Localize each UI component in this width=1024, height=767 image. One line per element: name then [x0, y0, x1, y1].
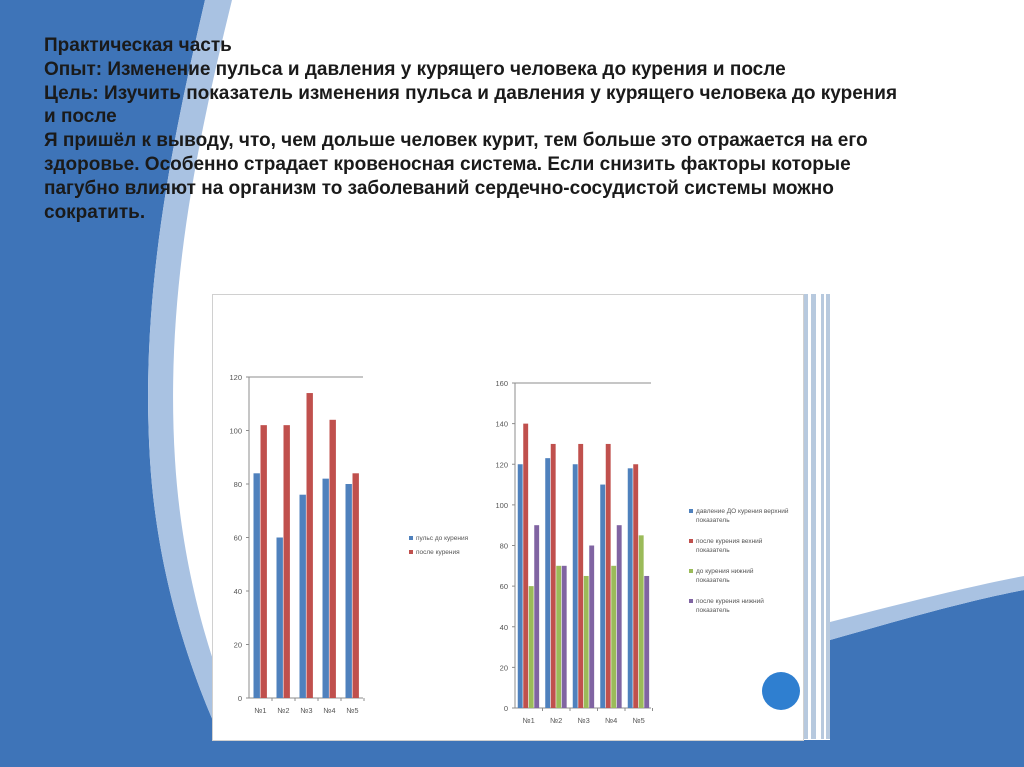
- bar: [330, 420, 336, 698]
- bar: [606, 444, 611, 708]
- bar: [633, 464, 638, 708]
- goal-text: Цель: Изучить показатель изменения пульса и давления у курящего человека до курения и после: [44, 82, 898, 128]
- bar: [556, 566, 561, 708]
- legend-label: пульс до курения: [416, 535, 469, 542]
- y-tick-label: 100: [495, 500, 508, 510]
- figure-side-strip: [804, 294, 830, 739]
- conclusion-text: Я пришёл к выводу, что, чем дольше человек курит, тем больше это отражается на его здоровье. Особенно страдает кровеносная система. Если снизить факторы которые пагубно влияют на организм то заболеваний сердечно-сосудистой системы можно сократить.: [44, 130, 868, 223]
- bar: [323, 479, 329, 698]
- bar: [534, 525, 539, 708]
- bar: [523, 424, 528, 708]
- legend-label: после курения: [416, 549, 460, 556]
- bar: [518, 464, 523, 708]
- bar: [551, 444, 556, 708]
- bar: [600, 485, 605, 708]
- bar: [261, 425, 267, 698]
- bar: [545, 458, 550, 708]
- bar: [644, 576, 649, 708]
- x-tick-label: №5: [632, 716, 645, 725]
- legend-swatch: [689, 509, 693, 513]
- y-tick-label: 60: [233, 533, 242, 543]
- y-tick-label: 140: [495, 419, 508, 429]
- legend-swatch: [409, 536, 413, 540]
- y-tick-label: 100: [229, 426, 242, 436]
- bar: [529, 586, 534, 708]
- bar: [584, 576, 589, 708]
- x-tick-label: №2: [550, 716, 563, 725]
- slide-text-block: [44, 34, 904, 224]
- x-tick-label: №4: [323, 706, 336, 715]
- bar: [353, 473, 359, 698]
- legend-label: после курения вехний показатель: [696, 538, 763, 554]
- bar: [300, 495, 306, 698]
- legend-label: давление ДО курения верхний показатель: [696, 508, 789, 524]
- legend-label: после курения нижний показатель: [696, 598, 764, 614]
- y-tick-label: 0: [237, 694, 242, 703]
- bar: [284, 425, 290, 698]
- y-tick-label: 120: [229, 373, 242, 382]
- bar: [307, 393, 313, 698]
- bar: [628, 468, 633, 708]
- bar: [346, 484, 352, 698]
- y-tick-label: 60: [499, 582, 508, 592]
- x-tick-label: №3: [577, 716, 590, 725]
- y-tick-label: 40: [233, 587, 242, 596]
- bar: [611, 566, 616, 708]
- experiment-text: Опыт: Изменение пульса и давления у курящего человека до курения и после: [44, 58, 786, 80]
- legend-swatch: [409, 550, 413, 554]
- slide-heading: Практическая часть: [44, 35, 232, 56]
- y-tick-label: 0: [503, 704, 508, 713]
- y-tick-label: 120: [495, 460, 508, 470]
- y-tick-label: 80: [499, 541, 508, 551]
- bar: [562, 566, 567, 708]
- bar: [639, 535, 644, 708]
- x-tick-label: №1: [254, 706, 267, 715]
- bar: [254, 473, 260, 698]
- x-tick-label: №3: [300, 706, 313, 715]
- y-tick-label: 20: [233, 640, 242, 650]
- y-tick-label: 80: [233, 480, 242, 489]
- bar: [617, 525, 622, 708]
- y-tick-label: 160: [495, 379, 508, 388]
- legend-label: до курения нижний показатель: [696, 568, 754, 584]
- bar: [573, 464, 578, 708]
- legend-swatch: [689, 539, 693, 543]
- legend-swatch: [689, 569, 693, 573]
- x-tick-label: №1: [522, 716, 535, 725]
- y-tick-label: 40: [499, 622, 508, 632]
- bar: [277, 538, 283, 699]
- x-tick-label: №2: [277, 706, 290, 715]
- x-tick-label: №4: [605, 716, 618, 725]
- y-tick-label: 20: [499, 663, 508, 673]
- charts-figure: [212, 294, 804, 741]
- charts-svg: [213, 295, 803, 740]
- legend-swatch: [689, 599, 693, 603]
- bottom-strip: [0, 740, 1024, 767]
- x-tick-label: №5: [346, 706, 359, 715]
- bar: [589, 546, 594, 709]
- bar: [578, 444, 583, 708]
- accent-dot: [762, 672, 800, 710]
